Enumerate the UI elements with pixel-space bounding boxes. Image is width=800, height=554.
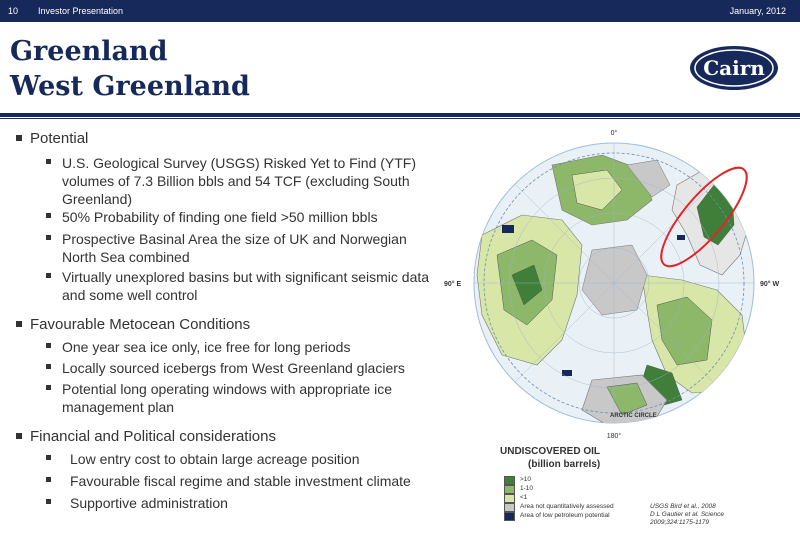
legend-swatch — [504, 485, 515, 494]
legend-subtitle: (billion barrels) — [528, 459, 601, 470]
bullet-item: One year sea ice only, ice free for long periods — [62, 338, 432, 356]
bullet-icon — [46, 455, 51, 460]
bullet-icon — [46, 499, 51, 504]
presentation-title: Investor Presentation — [38, 6, 124, 16]
bullet-item: Prospective Basinal Area the size of UK and Norwegian North Sea combined — [62, 230, 432, 266]
legend-label: 1-10 — [520, 485, 534, 492]
source-citation: USGS Bird et al., 2008 — [650, 503, 716, 510]
title-divider — [0, 113, 800, 117]
bullet-icon — [46, 273, 51, 278]
source-citation: D L Gautier et al. Science — [650, 511, 724, 518]
bullet-icon — [46, 343, 51, 348]
legend-label: Area not quantitatively assessed — [520, 503, 614, 510]
logo-text: Cairn — [703, 56, 765, 80]
slide-title — [10, 34, 250, 104]
legend-label: <1 — [520, 494, 528, 501]
bullet-item: Low entry cost to obtain large acreage position — [70, 450, 440, 468]
legend-swatch — [504, 476, 515, 485]
bullet-icon — [16, 433, 22, 439]
bullet-item: Potential long operating windows with appropriate ice management plan — [62, 380, 432, 416]
map-label-0: 0° — [610, 130, 618, 137]
bullet-item: 50% Probability of finding one field >50 million bbls — [62, 208, 432, 226]
page-number: 10 — [8, 6, 19, 16]
legend-swatch — [504, 503, 515, 512]
legend-label: Area of low petroleum potential — [520, 512, 610, 519]
legend-swatch — [504, 512, 515, 521]
bullet-icon — [46, 159, 51, 164]
map-label-180: 180° — [606, 433, 622, 440]
legend-title: UNDISCOVERED OIL — [500, 446, 601, 457]
map-legend — [500, 446, 760, 546]
map-label-90e: 90° E — [444, 281, 462, 288]
bullet-icon — [16, 321, 22, 327]
bullet-icon — [16, 135, 22, 141]
cairn-logo — [688, 44, 780, 92]
legend-label: >10 — [520, 476, 532, 483]
title-divider-thin — [0, 118, 800, 119]
bullet-icon — [46, 213, 51, 218]
source-citation: 2009;324:1175-1179 — [650, 519, 710, 526]
bullet-icon — [46, 477, 51, 482]
bullet-icon — [46, 235, 51, 240]
slide-title-line1: Greenland — [10, 36, 168, 67]
bullet-item: Virtually unexplored basins but with significant seismic data and some well control — [62, 268, 432, 304]
slide-title-line2: West Greenland — [10, 71, 250, 102]
legend-swatch — [504, 494, 515, 503]
header-bar — [0, 0, 800, 22]
arctic-oil-map — [442, 125, 787, 460]
bullet-item: Locally sourced icebergs from West Greenland glaciers — [62, 359, 432, 377]
bullet-item: U.S. Geological Survey (USGS) Risked Yet to Find (YTF) volumes of 7.3 Billion bbls and 54 TCF (excluding South Greenland) — [62, 154, 432, 208]
bullet-icon — [46, 385, 51, 390]
map-label-arctic-circle: ARCTIC CIRCLE — [610, 413, 657, 419]
bullet-icon — [46, 364, 51, 369]
map-label-90w: 90° W — [760, 281, 780, 288]
map-graticule — [474, 143, 754, 423]
presentation-date: January, 2012 — [729, 6, 786, 16]
bullet-item: Favourable fiscal regime and stable investment climate — [70, 472, 440, 490]
bullet-item: Supportive administration — [70, 494, 440, 512]
